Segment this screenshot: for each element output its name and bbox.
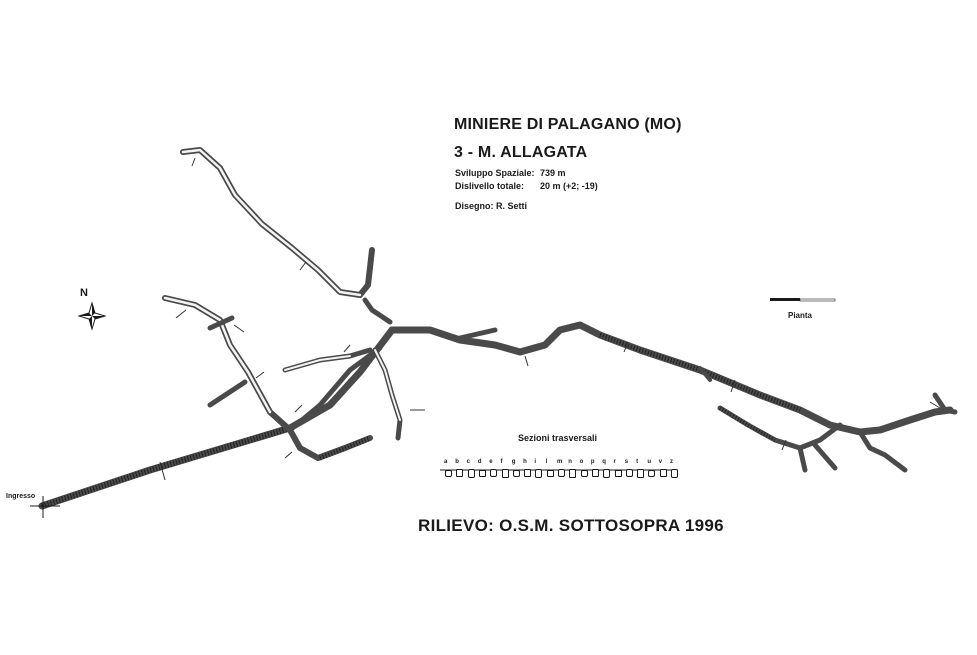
passage-south-central (375, 350, 400, 438)
cross-section-shape (502, 469, 509, 478)
dislivello-value: 20 m (+2; -19) (540, 181, 598, 191)
cross-section-f (501, 459, 510, 479)
cross-section-i (534, 459, 543, 479)
drawing-credit: Disegno: R. Setti (455, 201, 528, 211)
cross-section-shape (648, 470, 655, 477)
cross-section-shape (445, 470, 452, 477)
cross-section-a (444, 459, 453, 479)
cross-section-shape (535, 469, 542, 478)
cross-section-b (455, 459, 464, 479)
cross-section-shape (603, 469, 610, 478)
cross-section-letter: q (602, 459, 606, 465)
cross-section-letter: h (523, 459, 527, 465)
cross-section-d (478, 459, 487, 479)
cross-section-m (557, 459, 566, 479)
cross-section-shape (615, 470, 622, 477)
cross-section-r (614, 459, 623, 479)
cross-section-p (591, 459, 600, 479)
cross-section-shape (490, 469, 497, 477)
cross-section-n (568, 459, 577, 479)
scale-label: Pianta (788, 311, 813, 320)
cross-section-shape (660, 469, 667, 477)
cross-section-shape (569, 469, 576, 478)
sviluppo-value: 739 m (540, 168, 566, 178)
cross-section-shape (524, 469, 531, 477)
passage-east-main (392, 325, 955, 432)
cross-section-letter: i (534, 459, 537, 465)
cross-section-shape (592, 469, 599, 477)
cross-section-q (602, 459, 611, 479)
map-title: MINIERE DI PALAGANO (MO) (454, 116, 682, 133)
cross-section-letter: z (670, 459, 673, 465)
cross-section-shape (479, 470, 486, 477)
cross-section-letter: p (590, 459, 595, 465)
cross-section-letter: b (455, 459, 459, 465)
entrance-label: Ingresso (6, 493, 36, 500)
sections-label: Sezioni trasversali (518, 433, 598, 443)
north-arrow-icon (79, 303, 105, 329)
cross-section-v (659, 459, 668, 479)
cross-section-letter: c (466, 459, 470, 465)
cross-section-letter: v (658, 459, 663, 465)
cross-section-u (647, 459, 656, 479)
cross-section-letter: n (568, 459, 572, 465)
cross-section-g (512, 459, 521, 479)
cross-section-letter: t (636, 459, 639, 465)
cross-section-shape (558, 469, 565, 477)
cross-section-h (523, 459, 532, 479)
cross-section-letter: s (624, 459, 629, 465)
cross-section-letter: f (500, 459, 503, 465)
sviluppo-label: Sviluppo Spaziale: (455, 168, 535, 178)
cross-section-letter: d (477, 459, 482, 465)
map-subtitle: 3 - M. ALLAGATA (454, 144, 588, 161)
cross-section-letter: o (579, 459, 584, 465)
cross-section-t (636, 459, 645, 479)
cross-section-letter: a (444, 459, 448, 465)
cross-section-shape (468, 469, 475, 478)
cross-section-l (546, 459, 555, 479)
cross-section-c (467, 459, 476, 479)
scale-bar (770, 298, 835, 301)
cross-section-shape (581, 470, 588, 477)
cross-section-shape (637, 469, 644, 478)
cross-section-shape (547, 470, 554, 477)
cross-section-letter: m (557, 459, 563, 465)
cross-section-letter: g (511, 459, 516, 465)
cross-section-shape (456, 469, 463, 477)
cross-section-z (670, 459, 679, 479)
cross-section-shape (626, 469, 633, 477)
cross-section-s (625, 459, 634, 479)
cross-section-letter: u (647, 459, 652, 465)
cross-section-o (580, 459, 589, 479)
dislivello-label: Dislivello totale: (455, 181, 525, 191)
cross-section-letter: l (545, 459, 548, 465)
survey-credit: RILIEVO: O.S.M. SOTTOSOPRA 1996 (418, 516, 724, 535)
cross-section-e (489, 459, 498, 479)
passage-northwest-branch (183, 150, 390, 322)
cross-section-shape (671, 469, 678, 478)
cross-section-letter: r (613, 459, 616, 465)
cross-section-shape (513, 470, 520, 477)
north-label: N (80, 287, 88, 299)
cross-section-letter: e (489, 459, 493, 465)
